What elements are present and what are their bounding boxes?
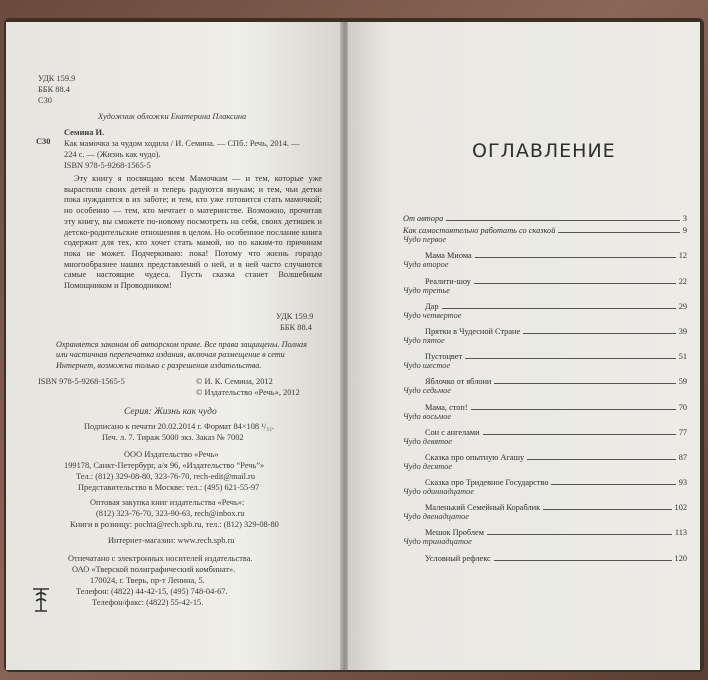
toc-chapter-label: Чудо пятое: [403, 335, 445, 345]
right-page: [348, 22, 700, 670]
printed-note: Отпечатано с электронных носителей издательства.: [68, 554, 253, 563]
author-mark: С30: [38, 96, 52, 105]
toc-entry-title: Условный рефлекс: [425, 553, 491, 563]
toc-page-number: 12: [678, 251, 687, 261]
illustrator-credit: Художник обложки Екатерина Плаксина: [98, 112, 247, 121]
toc-entry: [403, 223, 687, 236]
toc-leader-line: [446, 220, 680, 221]
toc-page-number: 22: [678, 276, 687, 286]
isbn-bottom: ISBN 978-5-9268-1565-5: [38, 377, 125, 386]
toc-leader-line: [474, 283, 676, 284]
toc-page-number: 59: [678, 377, 687, 387]
toc-entry: [403, 500, 687, 513]
isbn-top: ISBN 978-5-9268-1565-5: [64, 161, 151, 170]
bibliographic-line-1: Как мамочка за чудом ходила / И. Семина. — СПб.: Речь, 2014. —: [64, 139, 300, 148]
toc-chapter-label: Чудо второе: [403, 260, 449, 270]
publisher-name: ООО Издательство «Речь»: [124, 450, 219, 459]
copyright-publisher: © Издательство «Речь», 2012: [196, 388, 300, 397]
bbk-code-2: ББК 88.4: [280, 323, 312, 332]
toc-leader-line: [527, 459, 676, 460]
toc-chapter-label: Чудо шестое: [403, 361, 451, 371]
toc-entry-title: Сказка про Тридевное Государство: [425, 478, 549, 488]
toc-chapter-label: Чудо седьмое: [403, 386, 451, 396]
copyright-author: © И. К. Семина, 2012: [196, 377, 273, 386]
toc-entry-title: Реалити-шоу: [425, 276, 471, 286]
author-name: Семина И.: [64, 128, 105, 137]
printer-phone: Телефон: (4822) 44-42-15, (495) 748-04-67.: [76, 587, 228, 596]
toc-entry: [403, 248, 687, 261]
toc-chapter-label: Чудо первое: [403, 235, 447, 245]
toc-entry-title: Мешок Проблем: [425, 528, 484, 538]
toc-entry: [403, 525, 687, 538]
toc-page-number: 120: [674, 553, 687, 563]
toc-leader-line: [551, 484, 675, 485]
toc-entry: [403, 349, 687, 362]
toc-page-number: 113: [674, 528, 687, 538]
udk-code: УДК 159.9: [38, 74, 76, 83]
annotation-text: Эту книгу я посвящаю всем Мамочкам — и тем, которые уже вырастили своих детей и теперь радуются внукам; и тем, чьи детки пока нуждаются в их заботе; и тем, кто уже готовится стать мамочкой; но особенно — тем, кто мечтает о материнстве. Возможно, прочитав эту книгу, вы сможете по-новому посмотреть на себя, своих детишек и детско-родительские отношения в целом. Но особенное послание книга содержит для тех, кто хочет стать мамой, но по каким-то причинам пока не может. Подчеркиваю: пока! Потому что жизнь гораздо многообразнее наших представлений о ней, и в ней часто случаются самые настоящие чудеса. Пусть сказка станет Волшебным Помощником и Проводником!: [64, 174, 322, 291]
toc-leader-line: [475, 257, 676, 258]
toc-chapter-label: Чудо девятое: [403, 436, 452, 446]
publisher-phone: Тел.: (812) 329-08-80, 323-76-70, rech-edit@mail.ru: [76, 472, 256, 481]
toc-chapter-label: Чудо одиннадцатое: [403, 487, 474, 497]
table-of-contents: [403, 210, 687, 563]
toc-chapter-label: Чудо восьмое: [403, 411, 452, 421]
retail-info: Книги в розницу: pochta@rech.spb.ru, тел.: (812) 329-08-80: [70, 520, 279, 529]
bbk-code: ББК 88.4: [38, 85, 70, 94]
printer-logo-icon: [30, 585, 52, 615]
toc-entry: [403, 298, 687, 311]
toc-chapter-label: Чудо тринадцатое: [403, 537, 472, 547]
toc-leader-line: [494, 560, 672, 561]
toc-page-number: 93: [678, 478, 687, 488]
toc-entry-title: Как самостоятельно работать со сказкой: [403, 226, 556, 236]
printer-address: 170024, г. Тверь, пр-т Ленина, 5.: [90, 576, 205, 585]
online-shop: Интернет-магазин: www.rech.spb.ru: [108, 536, 235, 545]
toc-page-number: 102: [674, 503, 687, 513]
toc-page-number: 51: [678, 352, 687, 362]
toc-entry-title: Дар: [425, 301, 439, 311]
toc-page-number: 39: [678, 326, 687, 336]
toc-entry: [403, 474, 687, 487]
toc-entry: [403, 273, 687, 286]
toc-leader-line: [442, 308, 676, 309]
toc-entry: [403, 449, 687, 462]
toc-entry: [403, 210, 687, 223]
toc-entry: [403, 550, 687, 563]
toc-page-number: 29: [678, 301, 687, 311]
moscow-office: Представительство в Москве: тел.: (495) 621-55-97: [78, 483, 260, 492]
toc-entry-title: Мама, стоп!: [425, 402, 468, 412]
series-name: Серия: Жизнь как чудо: [124, 407, 217, 417]
toc-entry-title: Мама Миома: [425, 251, 472, 261]
udk-code-2: УДК 159.9: [276, 312, 314, 321]
toc-page-number: 9: [682, 226, 687, 236]
toc-leader-line: [483, 434, 676, 435]
toc-entry: [403, 374, 687, 387]
toc-leader-line: [523, 333, 676, 334]
rights-notice: Охраняется законом об авторском праве. Все права защищены. Полная или частичная перепечатка издания, включая размещение в сети Интернет, возможна только с разрешения издательства.: [56, 340, 307, 370]
toc-entry: [403, 424, 687, 437]
toc-entry-title: Прятки в Чудесной Стране: [425, 326, 521, 336]
toc-page-number: 77: [678, 427, 687, 437]
left-page: [6, 22, 344, 670]
toc-entry: [403, 323, 687, 336]
printer-fax: Телефон/факс: (4822) 55-42-15.: [92, 598, 204, 607]
toc-chapter-label: Чудо четвертое: [403, 310, 462, 320]
toc-page-number: 70: [678, 402, 687, 412]
print-run: Печ. л. 7. Тираж 5000 экз. Заказ № 7002: [102, 433, 244, 442]
author-mark-2: С30: [36, 137, 51, 146]
bibliographic-line-2: 224 с. — (Жизнь как чудо).: [64, 150, 161, 159]
toc-entry-title: Маленький Семейный Кораблик: [425, 503, 541, 513]
wholesale-label: Оптовая закупка книг издательства «Речь»:: [90, 498, 245, 507]
toc-title: ОГЛАВЛЕНИЕ: [472, 140, 616, 162]
toc-entry-title: От автора: [403, 213, 444, 223]
toc-page-number: 3: [682, 213, 687, 223]
toc-entry-title: Яблочко от яблони: [425, 377, 492, 387]
toc-leader-line: [471, 409, 676, 410]
toc-chapter-label: Чудо третье: [403, 285, 450, 295]
printer-name: ОАО «Тверской полиграфический комбинат».: [72, 565, 236, 574]
toc-page-number: 87: [678, 452, 687, 462]
toc-leader-line: [494, 383, 675, 384]
toc-entry-title: Пустоцвет: [425, 352, 463, 362]
toc-entry-title: Сон с ангелами: [425, 427, 480, 437]
toc-entry-title: Сказка про опытную Агашу: [425, 452, 525, 462]
toc-leader-line: [465, 358, 676, 359]
toc-leader-line: [487, 534, 672, 535]
toc-chapter-label: Чудо двенадцатое: [403, 512, 469, 522]
wholesale-phone: (812) 323-76-70, 323-90-63, rech@inbox.ru: [96, 509, 245, 518]
toc-chapter-label: Чудо десятое: [403, 461, 453, 471]
publisher-address: 199178, Санкт-Петербург, а/я 96, «Издательство “Речь”»: [64, 461, 265, 470]
signed-to-print: Подписано к печати 20.02.2014 г. Формат 84×108 ¹/₃₂.: [84, 422, 274, 431]
toc-leader-line: [543, 509, 671, 510]
toc-entry: [403, 399, 687, 412]
toc-leader-line: [558, 232, 680, 233]
